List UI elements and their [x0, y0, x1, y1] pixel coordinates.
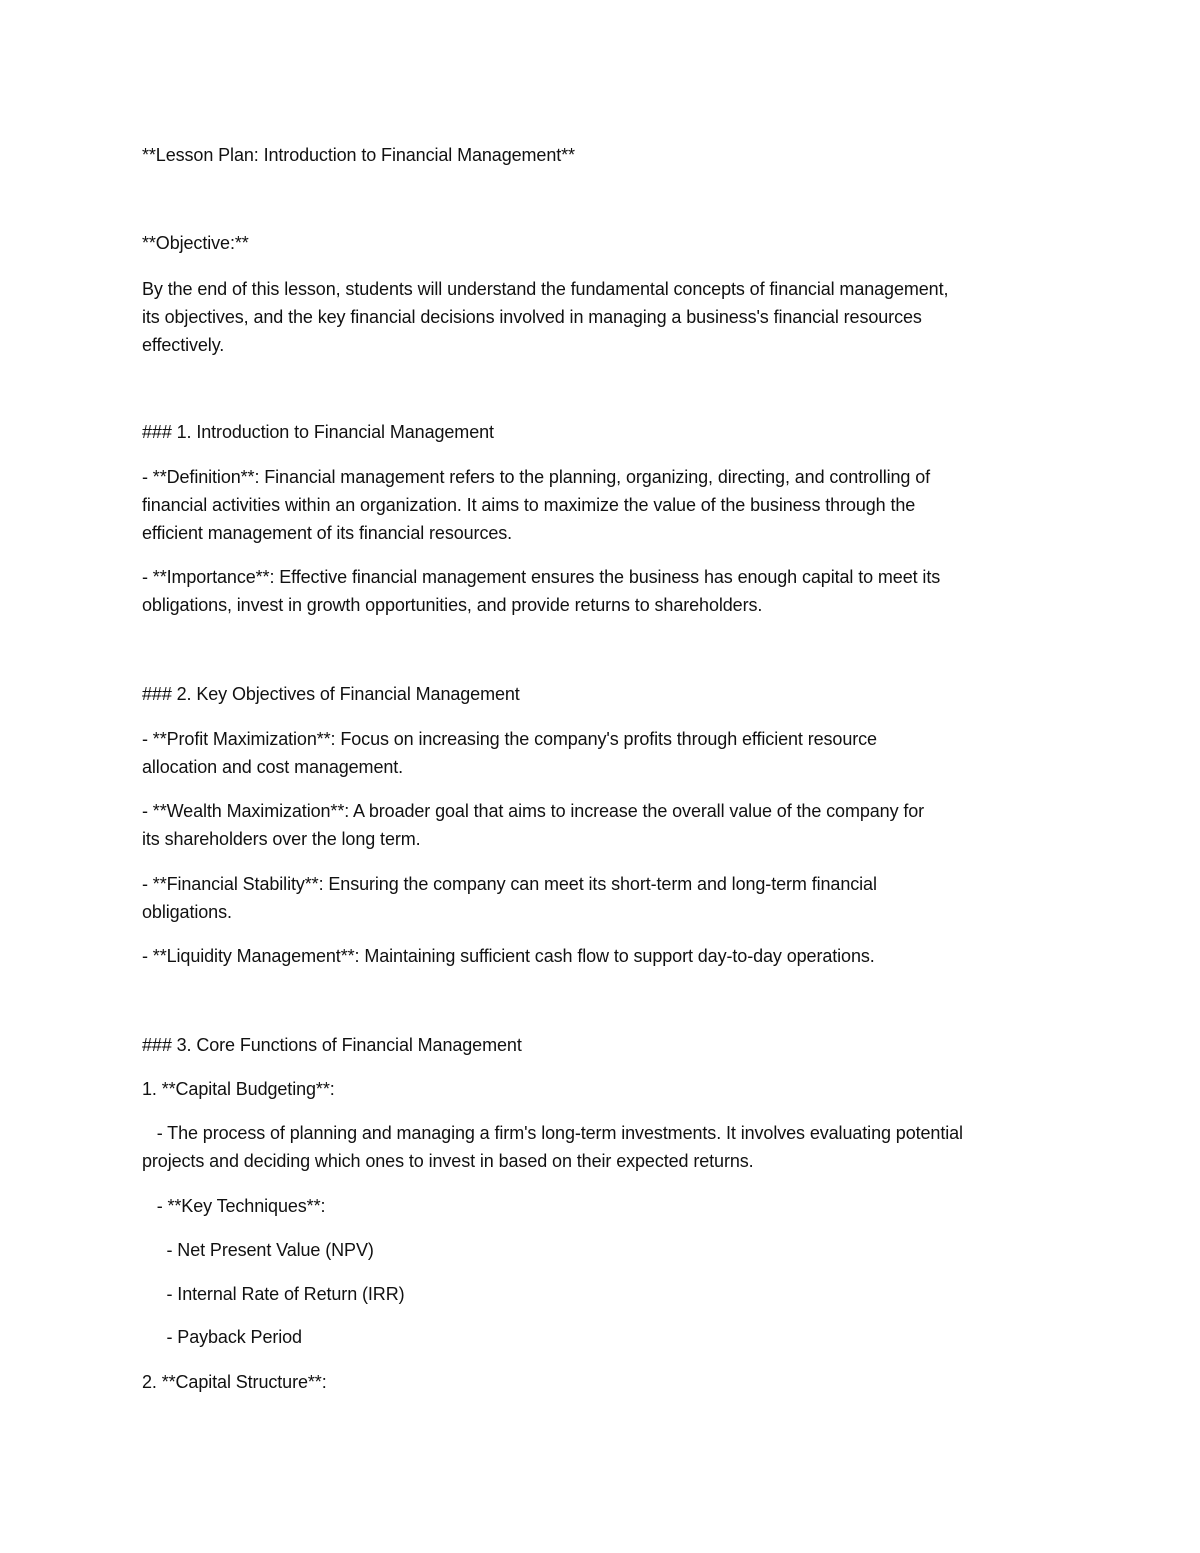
- financial-stability-line: obligations.: [142, 902, 232, 922]
- technique-item: - Payback Period: [142, 1327, 302, 1347]
- capital-budgeting-process-line: - The process of planning and managing a firm's long-term investments. It involves evaluating potential: [142, 1123, 963, 1143]
- capital-budgeting-process-line: projects and deciding which ones to invest in based on their expected returns.: [142, 1151, 754, 1171]
- profit-maximization-line: - **Profit Maximization**: Focus on increasing the company's profits through efficient resource: [142, 729, 877, 749]
- definition-line: efficient management of its financial resources.: [142, 523, 513, 543]
- section2-heading: ### 2. Key Objectives of Financial Management: [142, 684, 520, 704]
- technique-item: - Internal Rate of Return (IRR): [142, 1284, 405, 1304]
- section3-heading: ### 3. Core Functions of Financial Management: [142, 1035, 522, 1055]
- objective-heading: **Objective:**: [142, 233, 249, 253]
- financial-stability-line: - **Financial Stability**: Ensuring the company can meet its short-term and long-term financial: [142, 874, 877, 894]
- key-techniques-heading: - **Key Techniques**:: [142, 1196, 326, 1216]
- importance-line: obligations, invest in growth opportunities, and provide returns to shareholders.: [142, 595, 763, 615]
- liquidity-management-line: - **Liquidity Management**: Maintaining sufficient cash flow to support day-to-day operations.: [142, 946, 875, 966]
- wealth-maximization-line: - **Wealth Maximization**: A broader goal that aims to increase the overall value of the company for: [142, 801, 925, 821]
- definition-line: financial activities within an organization. It aims to maximize the value of the business through the: [142, 495, 916, 515]
- capital-budgeting-heading: 1. **Capital Budgeting**:: [142, 1079, 335, 1099]
- capital-structure-heading: 2. **Capital Structure**:: [142, 1372, 327, 1392]
- objective-line: its objectives, and the key financial decisions involved in managing a business's financial resources: [142, 307, 922, 327]
- wealth-maximization-line: its shareholders over the long term.: [142, 829, 421, 849]
- profit-maximization-line: allocation and cost management.: [142, 757, 404, 777]
- definition-line: - **Definition**: Financial management refers to the planning, organizing, directing, and controlling of: [142, 467, 931, 487]
- objective-line: By the end of this lesson, students will understand the fundamental concepts of financial management,: [142, 279, 949, 299]
- section1-heading: ### 1. Introduction to Financial Management: [142, 422, 494, 442]
- technique-item: - Net Present Value (NPV): [142, 1240, 374, 1260]
- importance-line: - **Importance**: Effective financial management ensures the business has enough capital to meet its: [142, 567, 941, 587]
- objective-line: effectively.: [142, 335, 225, 355]
- document-title: **Lesson Plan: Introduction to Financial Management**: [142, 145, 575, 165]
